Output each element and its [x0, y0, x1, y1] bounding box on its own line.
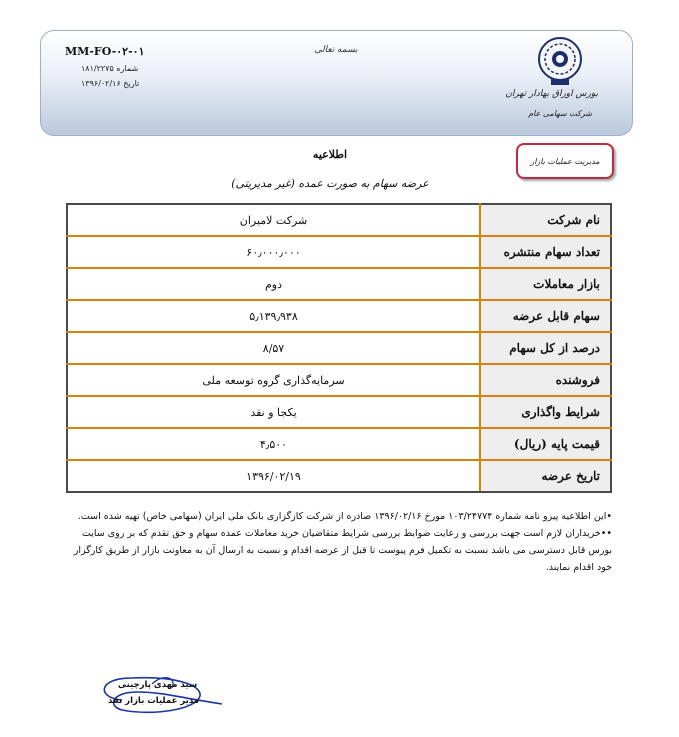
table-cell-label: درصد از کل سهام — [480, 332, 611, 364]
signature-scribble-icon — [92, 670, 232, 720]
table-row — [67, 204, 611, 236]
table-cell-value: یکجا و نقد — [67, 396, 480, 428]
letterhead — [40, 30, 633, 136]
offering-details-table — [66, 203, 612, 493]
table-cell-label: شرایط واگذاری — [480, 396, 611, 428]
announcement-subtitle: عرضه سهام به صورت عمده (غیر مدیریتی) — [231, 177, 429, 190]
exchange-logo-icon — [534, 35, 586, 87]
notes-section — [68, 508, 612, 576]
table-cell-label: نام شرکت — [480, 204, 611, 236]
table-cell-value: ۴٫۵۰۰ — [67, 428, 480, 460]
table-row — [67, 300, 611, 332]
note-item: ••خریداران لازم است جهت بررسی و رعایت ضوابط بررسی شرایط متقاضیان خرید معاملات عمده سهام و حق تقدم که بر روی سایت بورس قابل دسترسی می باشد نسبت به تکمیل فرم پیوست تا قبل از عرضه اقدام و نسبت به ارسال آن به معاونت بازار از طریق کارگزار خود اقدام نمایند. — [73, 528, 612, 573]
table-row — [67, 460, 611, 492]
table-cell-value: دوم — [67, 268, 480, 300]
table-cell-label: تعداد سهام منتشره — [480, 236, 611, 268]
organization-name: بورس اوراق بهادار تهران — [505, 89, 598, 99]
table-row — [67, 364, 611, 396]
department-stamp: مدیریت عملیات بازار — [516, 143, 614, 179]
document-date: تاریخ ۱۳۹۶/۰۲/۱۶ — [81, 79, 140, 88]
organization-type: شرکت سهامی عام — [528, 109, 592, 118]
announcement-title: اطلاعیه — [312, 148, 348, 161]
table-cell-label: تاریخ عرضه — [480, 460, 611, 492]
table-cell-value: ۵٫۱۳۹٫۹۳۸ — [67, 300, 480, 332]
table-cell-value: شرکت لامیران — [67, 204, 480, 236]
signatory-name: سید مهدی پارچینی — [118, 680, 198, 690]
table-cell-label: فروشنده — [480, 364, 611, 396]
document-number: شماره ۱۸۱/۲۲۷۵ — [81, 64, 139, 73]
table-row — [67, 428, 611, 460]
signatory-title: مدیر عملیات بازار نقد — [108, 696, 200, 706]
table-cell-label: بازار معاملات — [480, 268, 611, 300]
table-cell-value: سرمایه‌گذاری گروه توسعه ملی — [67, 364, 480, 396]
bismillah-text: بسمه تعالی — [314, 45, 358, 55]
form-code: MM-FO-۰۲-۰۱ — [65, 45, 145, 58]
table-row — [67, 236, 611, 268]
table-cell-value: ۸/۵۷ — [67, 332, 480, 364]
table-cell-value: ۱۳۹۶/۰۲/۱۹ — [67, 460, 480, 492]
table-cell-label: قیمت پایه (ریال) — [480, 428, 611, 460]
table-cell-value: ۶۰٫۰۰۰٫۰۰۰ — [67, 236, 480, 268]
table-row — [67, 268, 611, 300]
table-cell-label: سهام قابل عرضه — [480, 300, 611, 332]
table-row — [67, 332, 611, 364]
table-row — [67, 396, 611, 428]
note-item: •این اطلاعیه پیرو نامه شماره ۱۰۳/۲۴۷۷۴ مورخ ۱۳۹۶/۰۲/۱۶ صادره از شرکت کارگزاری بانک ملی ایران (سهامی خاص) تهیه شده است. — [77, 511, 612, 522]
